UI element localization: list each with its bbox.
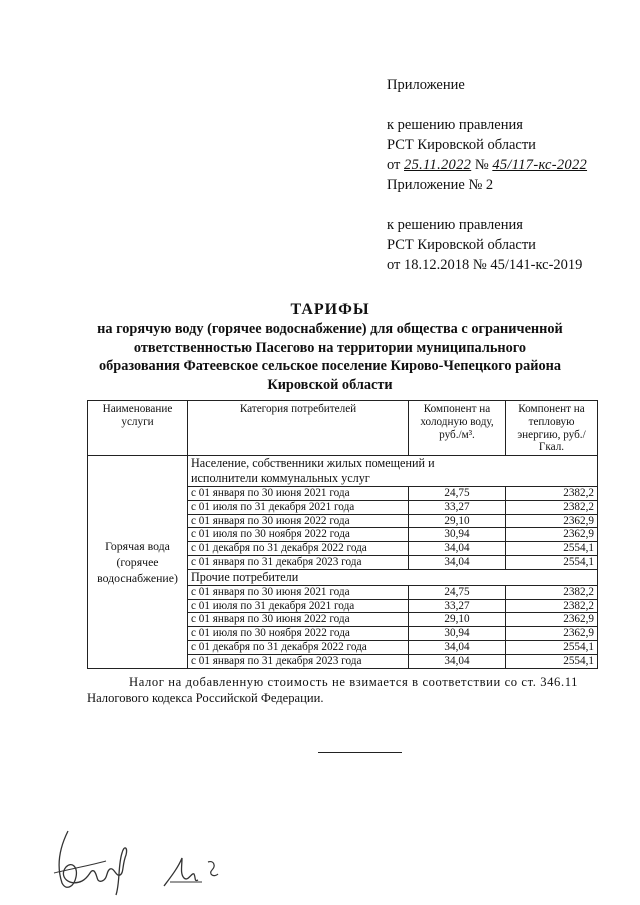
heat-value-cell: 2362,9 bbox=[506, 528, 598, 542]
period-cell: с 01 января по 31 декабря 2023 года bbox=[188, 555, 409, 569]
handwritten-date: 25.11.2022 bbox=[404, 157, 472, 173]
heat-value-cell: 2554,1 bbox=[506, 542, 598, 556]
end-rule bbox=[318, 752, 402, 753]
period-cell: с 01 июля по 31 декабря 2021 года bbox=[188, 500, 409, 514]
heading-line2: ответственностью Пасегово на территории муниципального bbox=[133, 339, 527, 356]
group-row bbox=[88, 456, 598, 487]
period-cell: с 01 января по 31 декабря 2023 года bbox=[188, 654, 409, 668]
appendix-current-block bbox=[387, 75, 587, 175]
service-name-cell: Горячая вода (горячее водоснабжение) bbox=[88, 456, 188, 669]
appendix-original-line3: от 18.12.2018 № 45/141-кс-2019 bbox=[387, 257, 583, 273]
cold-value-cell: 34,04 bbox=[409, 542, 506, 556]
appendix-original-line2: РСТ Кировской области bbox=[387, 237, 536, 253]
heat-value-cell: 2382,2 bbox=[506, 585, 598, 599]
consumer-group-label: Население, собственники жилых помещений и исполнители коммунальных услуг bbox=[188, 456, 598, 487]
cold-value-cell: 33,27 bbox=[409, 599, 506, 613]
header-category: Категория потребителей bbox=[188, 401, 409, 456]
period-cell: с 01 июля по 31 декабря 2021 года bbox=[188, 599, 409, 613]
signature-1 bbox=[40, 825, 140, 900]
heat-value-cell: 2362,9 bbox=[506, 613, 598, 627]
heading-line3: образования Фатеевское сельское поселение Кирово-Чепецкого района bbox=[98, 358, 562, 374]
cold-value-cell: 24,75 bbox=[409, 487, 506, 501]
appendix-current-title: Приложение bbox=[387, 77, 465, 93]
header-service: Наименование услуги bbox=[88, 401, 188, 456]
period-cell: с 01 января по 30 июня 2021 года bbox=[188, 487, 409, 501]
period-cell: с 01 января по 30 июня 2022 года bbox=[188, 514, 409, 528]
cold-value-cell: 29,10 bbox=[409, 613, 506, 627]
period-cell: с 01 января по 30 июня 2022 года bbox=[188, 613, 409, 627]
cold-value-cell: 34,04 bbox=[409, 654, 506, 668]
heat-value-cell: 2554,1 bbox=[506, 654, 598, 668]
signature-2 bbox=[160, 852, 230, 892]
cold-value-cell: 30,94 bbox=[409, 627, 506, 641]
table-header-row bbox=[88, 401, 598, 456]
header-cold-component: Компонент на холодную воду, руб./м³. bbox=[409, 401, 506, 456]
period-cell: с 01 июля по 30 ноября 2022 года bbox=[188, 528, 409, 542]
document-heading bbox=[80, 300, 580, 394]
handwritten-number: 45/117-кс-2022 bbox=[492, 157, 588, 173]
heading-line1: на горячую воду (горячее водоснабжение) для общества с ограниченной bbox=[97, 321, 563, 337]
period-cell: с 01 декабря по 31 декабря 2022 года bbox=[188, 640, 409, 654]
heat-value-cell: 2554,1 bbox=[506, 640, 598, 654]
appendix-current-line1: к решению правления bbox=[387, 117, 523, 133]
number-sign: № bbox=[474, 157, 489, 173]
cold-value-cell: 29,10 bbox=[409, 514, 506, 528]
cold-value-cell: 33,27 bbox=[409, 500, 506, 514]
heat-value-cell: 2382,2 bbox=[506, 500, 598, 514]
appendix-current-date-line bbox=[387, 155, 587, 175]
heat-value-cell: 2382,2 bbox=[506, 599, 598, 613]
footnote-line1: Налог на добавленную стоимость не взимается в соответствии со ст. 346.11 bbox=[129, 675, 579, 689]
heat-value-cell: 2362,9 bbox=[506, 514, 598, 528]
from-label: от bbox=[387, 157, 401, 173]
heading-title: ТАРИФЫ bbox=[290, 301, 370, 318]
cold-value-cell: 34,04 bbox=[409, 640, 506, 654]
cold-value-cell: 34,04 bbox=[409, 555, 506, 569]
header-heat-component: Компонент на тепловую энергию, руб./Гкал. bbox=[506, 401, 598, 456]
appendix-original-block bbox=[387, 175, 582, 275]
consumer-group-label: Прочие потребители bbox=[188, 569, 598, 585]
vat-footnote bbox=[87, 674, 597, 706]
appendix-original-line1: к решению правления bbox=[387, 217, 523, 233]
heat-value-cell: 2382,2 bbox=[506, 487, 598, 501]
cold-value-cell: 24,75 bbox=[409, 585, 506, 599]
heat-value-cell: 2554,1 bbox=[506, 555, 598, 569]
period-cell: с 01 января по 30 июня 2021 года bbox=[188, 585, 409, 599]
heading-line4: Кировской области bbox=[267, 376, 393, 393]
period-cell: с 01 июля по 30 ноября 2022 года bbox=[188, 627, 409, 641]
heat-value-cell: 2362,9 bbox=[506, 627, 598, 641]
appendix-current-line2: РСТ Кировской области bbox=[387, 137, 536, 153]
tariff-table bbox=[87, 400, 598, 669]
cold-value-cell: 30,94 bbox=[409, 528, 506, 542]
footnote-line2: Налогового кодекса Российской Федерации. bbox=[87, 691, 324, 705]
appendix-original-title: Приложение № 2 bbox=[387, 177, 494, 193]
period-cell: с 01 декабря по 31 декабря 2022 года bbox=[188, 542, 409, 556]
